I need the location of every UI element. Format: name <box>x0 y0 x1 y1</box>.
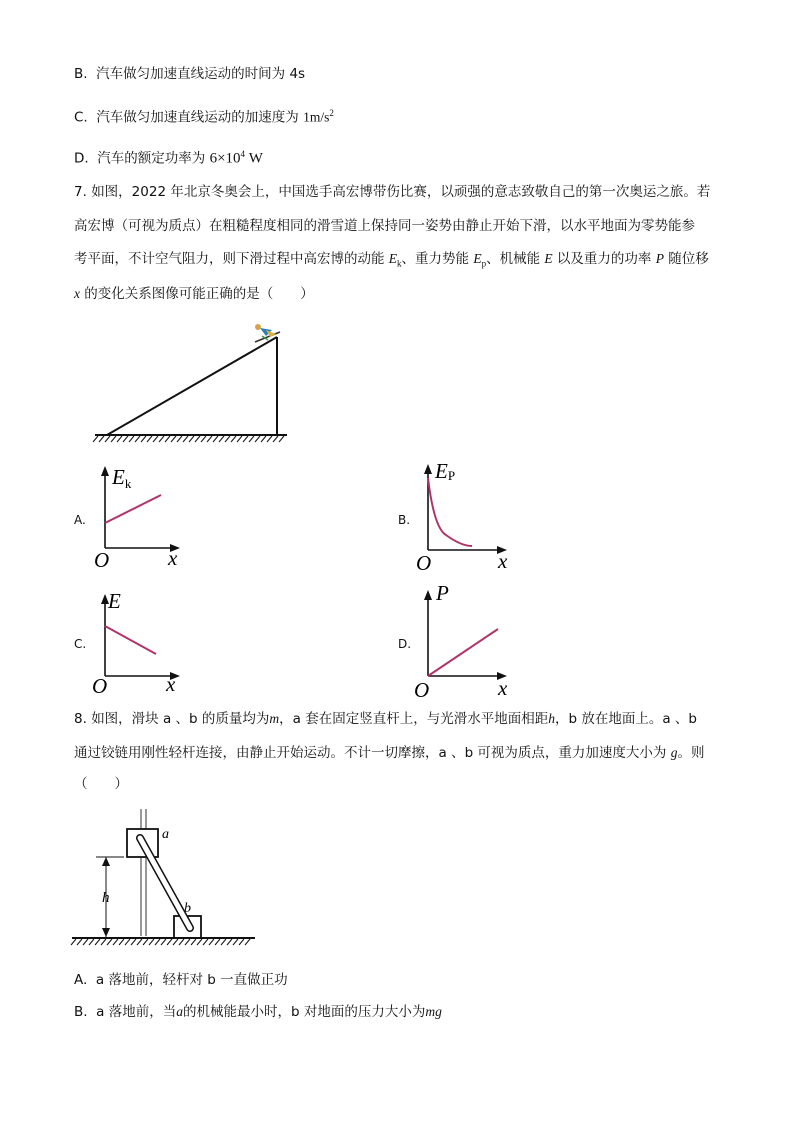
graph-d <box>414 581 526 702</box>
p-line <box>428 629 498 676</box>
q8-option-b: B. a 落地前，当a的机械能最小时，b 对地面的压力大小为mg <box>74 1004 442 1020</box>
origin-label: O <box>416 551 432 575</box>
ground-hatching <box>71 939 250 945</box>
x-axis-label: x <box>498 676 508 700</box>
y-axis-label: P <box>436 581 449 605</box>
label-h: h <box>102 890 110 906</box>
ek-line <box>105 495 161 523</box>
label-b: b <box>184 901 191 916</box>
y-axis-label: E <box>108 589 121 613</box>
y-axis-label: Ek <box>112 465 132 491</box>
q7-stem-line4: x 的变化关系图像可能正确的是（ ） <box>74 286 314 302</box>
y-axis-arrow-icon <box>424 590 432 600</box>
label-a: a <box>162 827 169 842</box>
origin-label: O <box>92 674 108 698</box>
graph-a <box>94 462 194 572</box>
q7-stem-line2: 高宏博（可视为质点）在粗糙程度相同的滑雪道上保持同一姿势由静止开始下滑，以水平地面为零势能参 <box>74 218 695 234</box>
q8-option-a: A. a 落地前，轻杆对 b 一直做正功 <box>74 972 288 988</box>
q8-stem-line3: （ ） <box>74 776 128 792</box>
q7-option-d-label: D. <box>398 637 412 651</box>
q8-stem-line2: 通过铰链用刚性轻杆连接，由静止开始运动。不计一切摩擦，a 、b 可视为质点，重力加速度大小为 g。则 <box>74 745 705 761</box>
origin-label: O <box>414 678 430 702</box>
y-axis-label: EP <box>435 459 456 483</box>
connecting-rod <box>140 838 190 928</box>
origin-label: O <box>94 548 110 572</box>
q7-option-b-label: B. <box>398 513 411 527</box>
y-axis-arrow-icon <box>424 464 432 474</box>
ep-curve <box>428 478 472 546</box>
arrow-down-icon <box>102 928 110 937</box>
q7-option-a-label: A. <box>74 513 86 527</box>
ski-slope-figure <box>90 318 300 443</box>
x-axis-label: x <box>166 672 176 696</box>
q7-option-c-label: C. <box>74 637 87 651</box>
q8-stem-line1: 8. 如图，滑块 a 、b 的质量均为m，a 套在固定竖直杆上，与光滑水平地面相距h，b 放在地面上。a 、b <box>74 711 697 727</box>
q6-option-b: B. 汽车做匀加速直线运动的时间为 4s <box>74 66 306 82</box>
q6-option-d: D. 汽车的额定功率为 $6\times 10^4$ W <box>74 149 263 167</box>
height-marker <box>96 857 124 937</box>
graph-c <box>94 590 194 698</box>
q7-stem-line1: 7. 如图，2022 年北京冬奥会上，中国选手高宏博带伤比赛，以顽强的意志致敬自己的第一次奥运之旅。若 <box>74 184 711 200</box>
graph-b <box>416 458 526 574</box>
e-line <box>105 626 156 654</box>
y-axis-arrow-icon <box>101 466 109 476</box>
ground-hatching <box>93 436 284 442</box>
q6-option-c: C. 汽车做匀加速直线运动的加速度为 $1m/s^2$ <box>74 108 334 126</box>
x-axis-label: x <box>498 549 508 573</box>
sliding-blocks-figure <box>70 804 265 954</box>
x-axis-label: x <box>168 546 178 570</box>
q7-stem-line3: 考平面，不计空气阻力，则下滑过程中高宏博的动能 $E_k$、重力势能 $E_p$、机械能 E 以及重力的功率 P 随位移 <box>74 251 709 269</box>
slope-line <box>107 337 277 435</box>
arrow-up-icon <box>102 857 110 866</box>
